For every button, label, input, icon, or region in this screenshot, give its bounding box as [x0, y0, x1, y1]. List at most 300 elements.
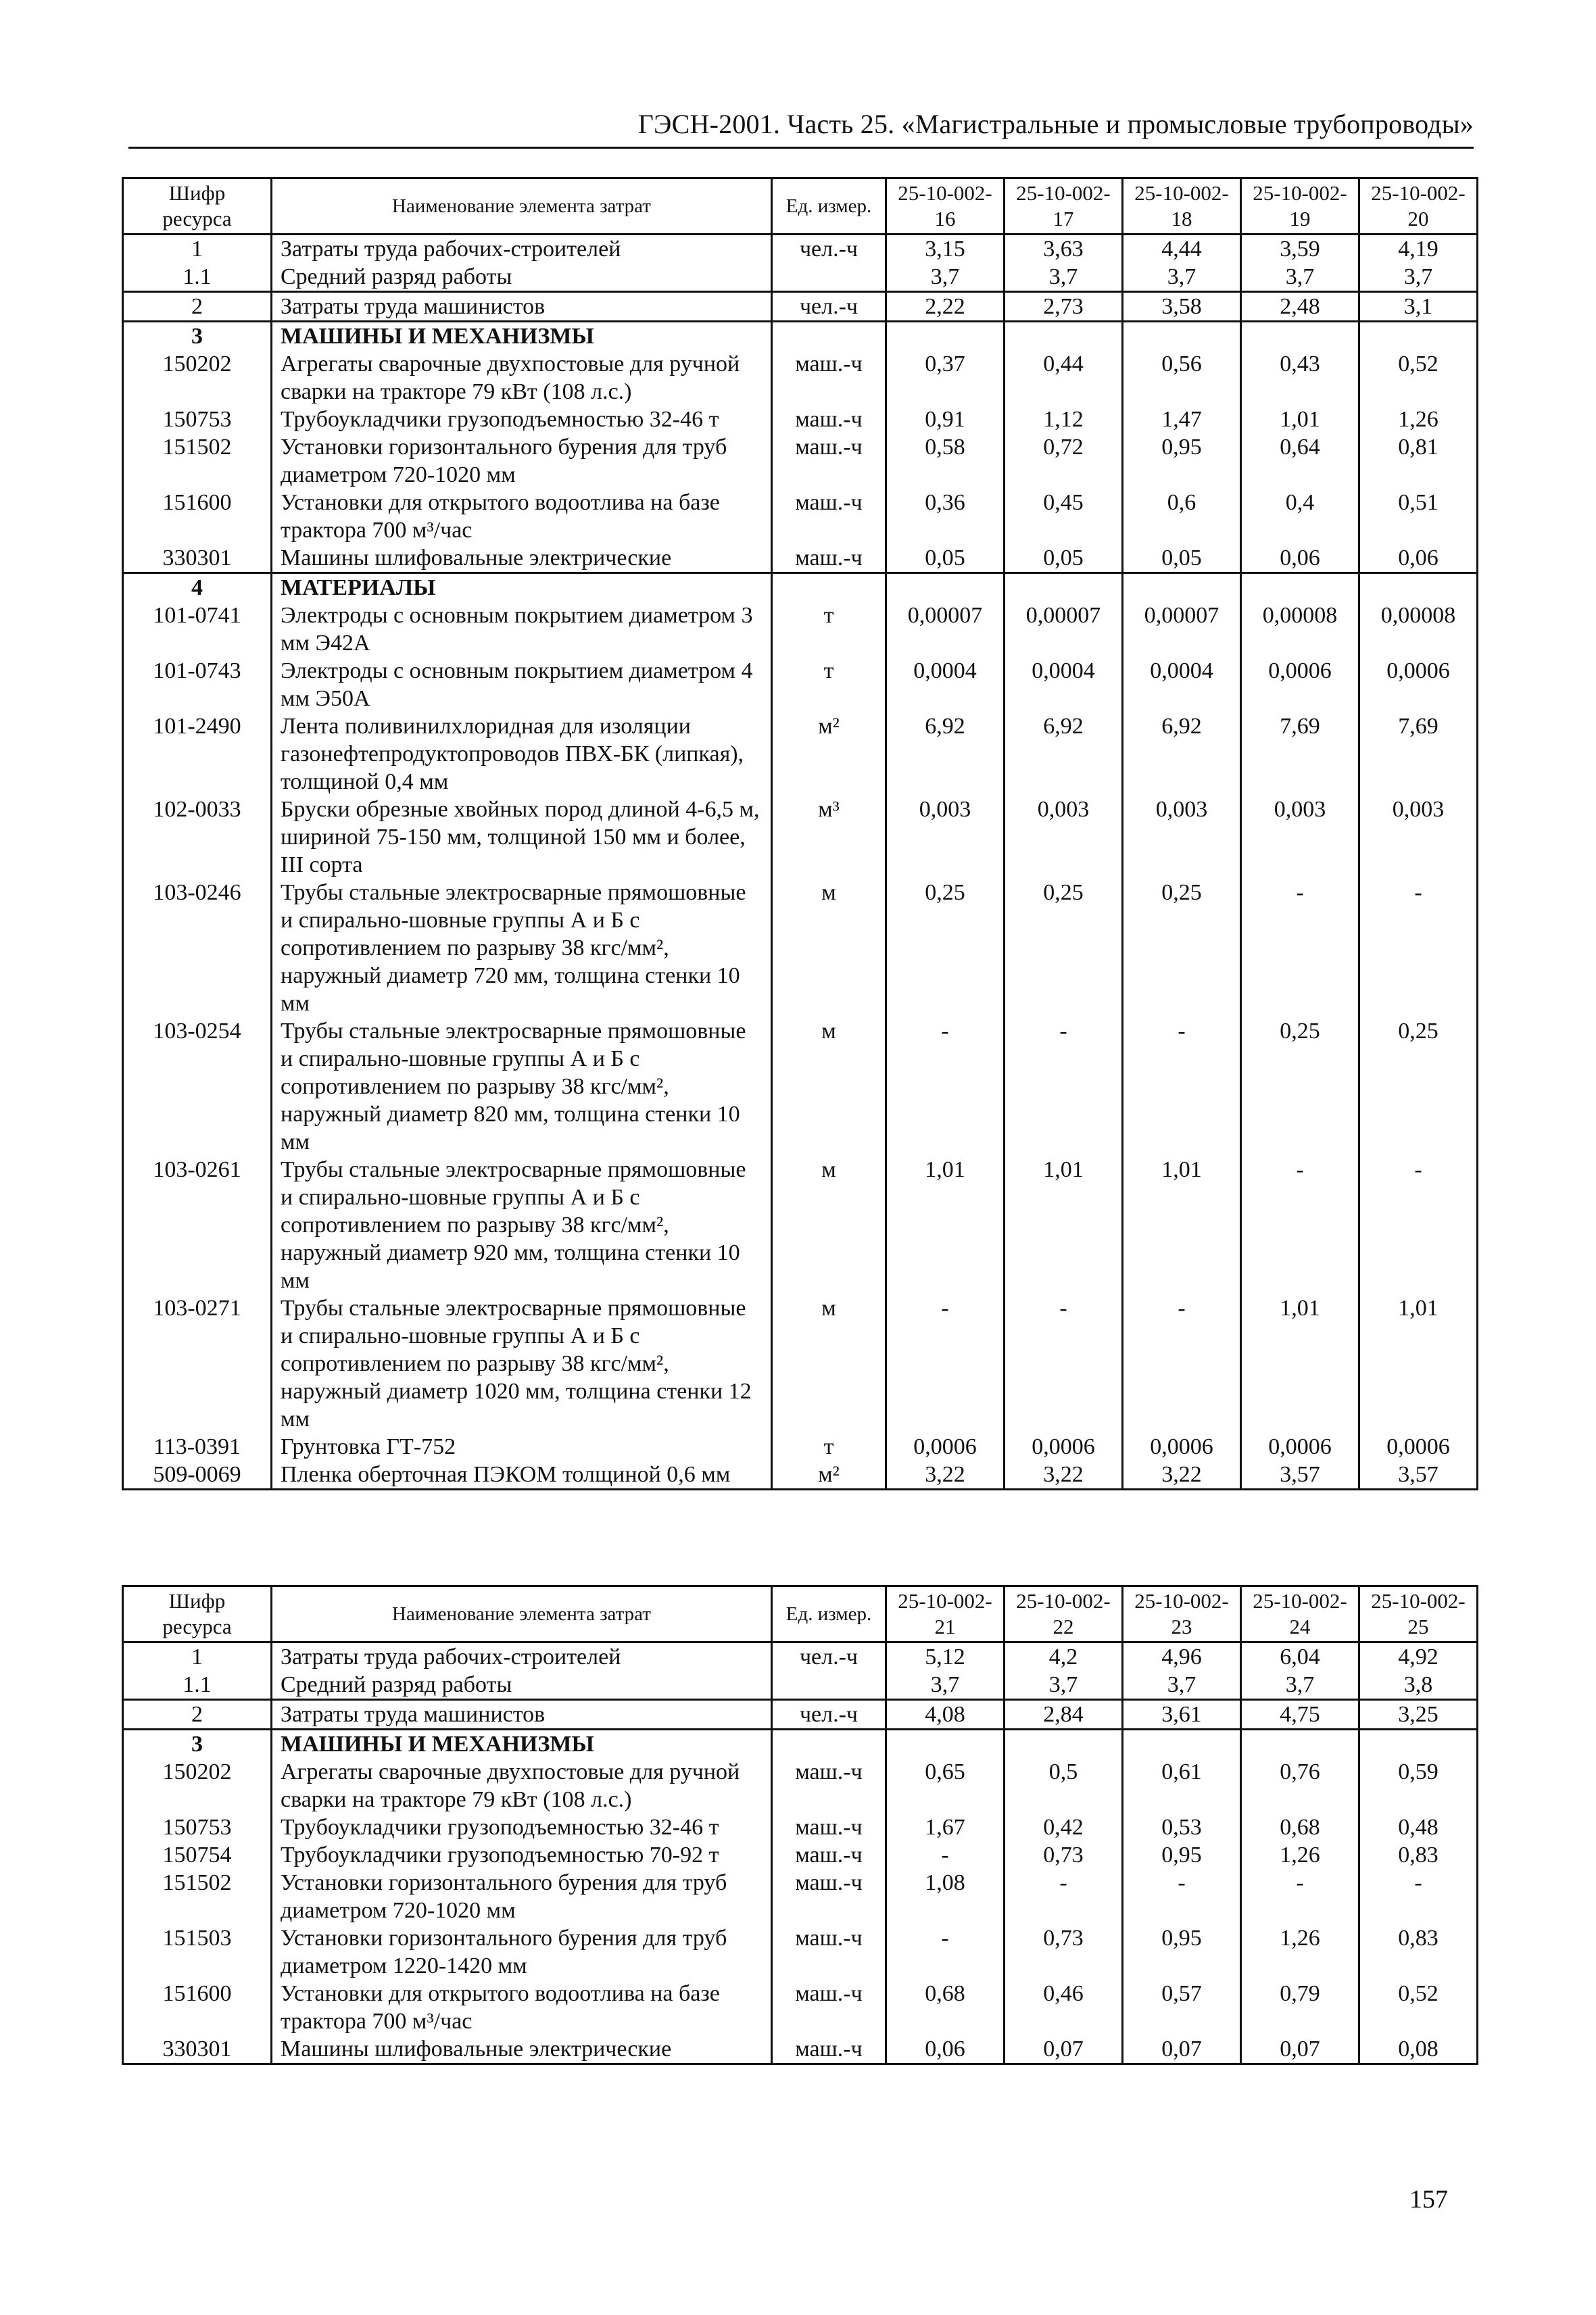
resource-code-cell: 113-0391 — [123, 1433, 272, 1461]
value-cell: 3,57 — [1241, 1461, 1359, 1490]
table-row — [123, 1869, 1478, 1924]
unit-cell: маш.-ч — [772, 489, 886, 544]
table-row — [123, 292, 1478, 322]
table-row — [123, 1156, 1478, 1294]
table-row — [123, 712, 1478, 796]
table-row — [123, 235, 1478, 264]
value-cell: 4,2 — [1005, 1642, 1123, 1672]
value-cell: 1,01 — [886, 1156, 1005, 1294]
value-cell: 7,69 — [1359, 712, 1478, 796]
resource-name-cell: Электроды с основным покрытием диаметром 3 мм Э42А — [272, 602, 772, 657]
table-row — [123, 1924, 1478, 1980]
value-cell: 0,95 — [1123, 433, 1241, 489]
value-cell: 0,95 — [1123, 1924, 1241, 1980]
resource-code-cell: 1.1 — [123, 1671, 272, 1700]
value-cell: 0,68 — [886, 1980, 1005, 2035]
unit-cell: т — [772, 657, 886, 712]
table-row — [123, 796, 1478, 879]
resource-name-cell: Установки горизонтального бурения для труб диаметром 720-1020 мм — [272, 433, 772, 489]
resource-code-cell: 2 — [123, 292, 272, 322]
resource-code-cell: 151600 — [123, 489, 272, 544]
value-cell — [1005, 322, 1123, 351]
unit-cell: маш.-ч — [772, 1924, 886, 1980]
value-cell: 0,61 — [1123, 1758, 1241, 1813]
value-cell: 1,01 — [1005, 1156, 1123, 1294]
value-cell: - — [1005, 1017, 1123, 1156]
resource-name-cell: Машины шлифовальные электрические — [272, 2035, 772, 2064]
value-cell: 3,7 — [1005, 1671, 1123, 1700]
value-cell: 3,7 — [1123, 1671, 1241, 1700]
value-cell: 5,12 — [886, 1642, 1005, 1672]
unit-cell: м — [772, 1017, 886, 1156]
value-cell: 4,92 — [1359, 1642, 1478, 1672]
value-cell: 2,84 — [1005, 1700, 1123, 1730]
table-row — [123, 1017, 1478, 1156]
unit-cell: м — [772, 879, 886, 1017]
resource-name-cell: Средний разряд работы — [272, 1671, 772, 1700]
table-row — [123, 657, 1478, 712]
value-cell: 0,0004 — [1005, 657, 1123, 712]
value-cell: 1,01 — [1359, 1294, 1478, 1433]
value-cell: 0,59 — [1359, 1758, 1478, 1813]
value-cell: 1,47 — [1123, 406, 1241, 433]
resource-code-cell: 1 — [123, 1642, 272, 1672]
value-cell: 0,65 — [886, 1758, 1005, 1813]
value-cell: 6,92 — [1005, 712, 1123, 796]
value-cell: 0,05 — [1005, 544, 1123, 573]
value-cell — [1123, 322, 1241, 351]
resource-code-cell: 330301 — [123, 2035, 272, 2064]
resource-name-cell: Установки горизонтального бурения для труб диаметром 720-1020 мм — [272, 1869, 772, 1924]
value-cell: 0,0006 — [1241, 1433, 1359, 1461]
value-cell: 0,36 — [886, 489, 1005, 544]
value-cell: 3,15 — [886, 235, 1005, 264]
resource-name-cell: Средний разряд работы — [272, 263, 772, 292]
column-header-unit: Ед. измер. — [772, 178, 886, 235]
value-cell: 0,0006 — [1359, 1433, 1478, 1461]
value-cell — [1123, 1730, 1241, 1759]
value-cell: 0,05 — [886, 544, 1005, 573]
value-cell: 4,96 — [1123, 1642, 1241, 1672]
value-cell — [1123, 573, 1241, 602]
resource-code-cell: 4 — [123, 573, 272, 602]
value-cell: - — [1123, 1017, 1241, 1156]
resource-name-cell: Трубоукладчики грузоподъемностью 70-92 т — [272, 1841, 772, 1869]
value-cell: 3,7 — [886, 263, 1005, 292]
resource-name-cell: Машины шлифовальные электрические — [272, 544, 772, 573]
value-cell — [886, 573, 1005, 602]
unit-cell: чел.-ч — [772, 1642, 886, 1672]
resource-code-cell: 103-0271 — [123, 1294, 272, 1433]
value-cell — [886, 322, 1005, 351]
value-cell: 0,95 — [1123, 1841, 1241, 1869]
page-header-title: ГЭСН-2001. Часть 25. «Магистральные и промысловые трубопроводы» — [128, 108, 1474, 149]
value-cell: 3,8 — [1359, 1671, 1478, 1700]
norm-code-header: 25-10-002-17 — [1005, 178, 1123, 235]
value-cell: 0,003 — [1359, 796, 1478, 879]
value-cell: 0,45 — [1005, 489, 1123, 544]
resource-name-cell: Трубоукладчики грузоподъемностью 32-46 т — [272, 1813, 772, 1841]
resource-name-cell: Трубы стальные электросварные прямошовные и спирально-шовные группы А и Б с сопротивлением по разрыву 38 кгс/мм², наружный диаметр 720 мм, толщина стенки 10 мм — [272, 879, 772, 1017]
value-cell: 0,0006 — [1359, 657, 1478, 712]
resource-code-cell: 103-0246 — [123, 879, 272, 1017]
value-cell: 0,003 — [886, 796, 1005, 879]
unit-cell: маш.-ч — [772, 1869, 886, 1924]
value-cell: 0,56 — [1123, 350, 1241, 406]
value-cell: 0,79 — [1241, 1980, 1359, 2035]
value-cell: 0,00008 — [1241, 602, 1359, 657]
value-cell: 3,57 — [1359, 1461, 1478, 1490]
value-cell: 4,08 — [886, 1700, 1005, 1730]
value-cell: - — [1241, 1156, 1359, 1294]
resource-name-cell: Затраты труда машинистов — [272, 292, 772, 322]
unit-cell: м³ — [772, 796, 886, 879]
resource-code-cell: 1 — [123, 235, 272, 264]
unit-cell — [772, 322, 886, 351]
unit-cell: м — [772, 1294, 886, 1433]
value-cell: 0,003 — [1241, 796, 1359, 879]
value-cell: 1,26 — [1241, 1924, 1359, 1980]
value-cell: 1,08 — [886, 1869, 1005, 1924]
value-cell: 0,81 — [1359, 433, 1478, 489]
value-cell: 0,08 — [1359, 2035, 1478, 2064]
value-cell: 0,00007 — [886, 602, 1005, 657]
value-cell: 0,003 — [1005, 796, 1123, 879]
value-cell: 0,51 — [1359, 489, 1478, 544]
resource-code-cell: 150202 — [123, 1758, 272, 1813]
value-cell: 0,73 — [1005, 1841, 1123, 1869]
table-row — [123, 1294, 1478, 1433]
value-cell: 0,48 — [1359, 1813, 1478, 1841]
unit-cell: маш.-ч — [772, 406, 886, 433]
resource-code-cell: 150754 — [123, 1841, 272, 1869]
value-cell: 0,43 — [1241, 350, 1359, 406]
value-cell: 0,83 — [1359, 1924, 1478, 1980]
table-row — [123, 573, 1478, 602]
value-cell: 0,52 — [1359, 1980, 1478, 2035]
resource-code-cell: 1.1 — [123, 263, 272, 292]
value-cell: 3,7 — [1123, 263, 1241, 292]
value-cell: 4,75 — [1241, 1700, 1359, 1730]
table-row — [123, 1671, 1478, 1700]
table-row — [123, 1730, 1478, 1759]
column-header-name: Наименование элемента затрат — [272, 178, 772, 235]
unit-cell: т — [772, 602, 886, 657]
value-cell: 1,12 — [1005, 406, 1123, 433]
resource-name-cell: МАТЕРИАЛЫ — [272, 573, 772, 602]
value-cell: 3,58 — [1123, 292, 1241, 322]
value-cell: 1,26 — [1241, 1841, 1359, 1869]
value-cell — [1359, 322, 1478, 351]
value-cell: 0,06 — [886, 2035, 1005, 2064]
column-header-code: Шифр ресурса — [123, 178, 272, 235]
norm-code-header: 25-10-002-21 — [886, 1586, 1005, 1642]
value-cell: 6,92 — [1123, 712, 1241, 796]
value-cell: 0,72 — [1005, 433, 1123, 489]
value-cell: 0,0006 — [1123, 1433, 1241, 1461]
resource-name-cell: Установки для открытого водоотлива на базе трактора 700 м³/час — [272, 1980, 772, 2035]
value-cell: 1,67 — [886, 1813, 1005, 1841]
resource-name-cell: Трубы стальные электросварные прямошовные и спирально-шовные группы А и Б с сопротивлением по разрыву 38 кгс/мм², наружный диаметр 1020 мм, толщина стенки 12 мм — [272, 1294, 772, 1433]
value-cell: 2,48 — [1241, 292, 1359, 322]
column-header-code: Шифр ресурса — [123, 1586, 272, 1642]
unit-cell: т — [772, 1433, 886, 1461]
value-cell: 0,0006 — [1005, 1433, 1123, 1461]
value-cell — [886, 1730, 1005, 1759]
resource-code-cell: 3 — [123, 1730, 272, 1759]
unit-cell — [772, 1730, 886, 1759]
value-cell: 0,0006 — [886, 1433, 1005, 1461]
value-cell — [1359, 1730, 1478, 1759]
resource-name-cell: МАШИНЫ И МЕХАНИЗМЫ — [272, 1730, 772, 1759]
norm-code-header: 25-10-002-25 — [1359, 1586, 1478, 1642]
resource-name-cell: Трубоукладчики грузоподъемностью 32-46 т — [272, 406, 772, 433]
resource-name-cell: Пленка оберточная ПЭКОМ толщиной 0,6 мм — [272, 1461, 772, 1490]
resource-name-cell: Электроды с основным покрытием диаметром 4 мм Э50А — [272, 657, 772, 712]
norm-code-header: 25-10-002-16 — [886, 178, 1005, 235]
value-cell: 3,7 — [1005, 263, 1123, 292]
value-cell: - — [1359, 879, 1478, 1017]
value-cell: 4,19 — [1359, 235, 1478, 264]
value-cell: 0,52 — [1359, 350, 1478, 406]
value-cell: 3,22 — [1005, 1461, 1123, 1490]
value-cell: 0,64 — [1241, 433, 1359, 489]
value-cell: 0,0004 — [1123, 657, 1241, 712]
unit-cell: чел.-ч — [772, 235, 886, 264]
resource-code-cell: 103-0261 — [123, 1156, 272, 1294]
resource-name-cell: Затраты труда рабочих-строителей — [272, 235, 772, 264]
table-row — [123, 322, 1478, 351]
resource-name-cell: Грунтовка ГТ-752 — [272, 1433, 772, 1461]
table-row — [123, 1813, 1478, 1841]
value-cell: 0,003 — [1123, 796, 1241, 879]
resource-code-cell: 3 — [123, 322, 272, 351]
column-header-name: Наименование элемента затрат — [272, 1586, 772, 1642]
resource-name-cell: Агрегаты сварочные двухпостовые для ручной сварки на тракторе 79 кВт (108 л.с.) — [272, 350, 772, 406]
value-cell: - — [1123, 1294, 1241, 1433]
value-cell — [1241, 573, 1359, 602]
value-cell: 0,0004 — [886, 657, 1005, 712]
table-row — [123, 433, 1478, 489]
value-cell: 0,07 — [1005, 2035, 1123, 2064]
resource-code-cell: 101-0741 — [123, 602, 272, 657]
norm-code-header: 25-10-002-22 — [1005, 1586, 1123, 1642]
value-cell: 4,44 — [1123, 235, 1241, 264]
resource-table-2 — [122, 1585, 1478, 2065]
unit-cell — [772, 573, 886, 602]
value-cell: - — [1241, 1869, 1359, 1924]
value-cell: 3,7 — [1359, 263, 1478, 292]
unit-cell — [772, 1671, 886, 1700]
resource-code-cell: 509-0069 — [123, 1461, 272, 1490]
table-row — [123, 263, 1478, 292]
value-cell: 0,5 — [1005, 1758, 1123, 1813]
resource-code-cell: 151502 — [123, 433, 272, 489]
unit-cell: маш.-ч — [772, 544, 886, 573]
table-header-row — [123, 1586, 1478, 1642]
table-row — [123, 489, 1478, 544]
value-cell — [1359, 573, 1478, 602]
resource-table-1 — [122, 177, 1478, 1490]
unit-cell: маш.-ч — [772, 1841, 886, 1869]
value-cell: 0,07 — [1241, 2035, 1359, 2064]
value-cell: 0,25 — [1005, 879, 1123, 1017]
value-cell: - — [1359, 1156, 1478, 1294]
resource-name-cell: Трубы стальные электросварные прямошовные и спирально-шовные группы А и Б с сопротивлением по разрыву 38 кгс/мм², наружный диаметр 820 мм, толщина стенки 10 мм — [272, 1017, 772, 1156]
value-cell: 3,7 — [886, 1671, 1005, 1700]
value-cell: 7,69 — [1241, 712, 1359, 796]
value-cell: 0,44 — [1005, 350, 1123, 406]
value-cell: - — [1005, 1294, 1123, 1433]
value-cell: 0,6 — [1123, 489, 1241, 544]
unit-cell: маш.-ч — [772, 350, 886, 406]
resource-code-cell: 150753 — [123, 1813, 272, 1841]
value-cell: - — [886, 1017, 1005, 1156]
value-cell: 0,25 — [1241, 1017, 1359, 1156]
unit-cell: м² — [772, 1461, 886, 1490]
resource-code-cell: 150753 — [123, 406, 272, 433]
column-header-unit: Ед. измер. — [772, 1586, 886, 1642]
norm-code-header: 25-10-002-24 — [1241, 1586, 1359, 1642]
value-cell: 0,25 — [1123, 879, 1241, 1017]
table-row — [123, 879, 1478, 1017]
value-cell: 0,73 — [1005, 1924, 1123, 1980]
value-cell: 3,25 — [1359, 1700, 1478, 1730]
table-row — [123, 1841, 1478, 1869]
resource-code-cell: 330301 — [123, 544, 272, 573]
unit-cell: маш.-ч — [772, 2035, 886, 2064]
value-cell: - — [1241, 879, 1359, 1017]
value-cell: - — [886, 1924, 1005, 1980]
norm-code-header: 25-10-002-19 — [1241, 178, 1359, 235]
resource-code-cell: 151600 — [123, 1980, 272, 2035]
unit-cell: маш.-ч — [772, 433, 886, 489]
resource-code-cell: 103-0254 — [123, 1017, 272, 1156]
unit-cell: м — [772, 1156, 886, 1294]
value-cell: 0,05 — [1123, 544, 1241, 573]
unit-cell: чел.-ч — [772, 292, 886, 322]
value-cell — [1005, 573, 1123, 602]
unit-cell: маш.-ч — [772, 1813, 886, 1841]
value-cell: 0,68 — [1241, 1813, 1359, 1841]
resource-code-cell: 101-2490 — [123, 712, 272, 796]
value-cell: 0,42 — [1005, 1813, 1123, 1841]
value-cell: 6,04 — [1241, 1642, 1359, 1672]
resource-name-cell: Затраты труда рабочих-строителей — [272, 1642, 772, 1672]
value-cell: 1,26 — [1359, 406, 1478, 433]
page-number: 157 — [1409, 2185, 1448, 2214]
value-cell: 3,7 — [1241, 1671, 1359, 1700]
table-row — [123, 1980, 1478, 2035]
resource-name-cell: МАШИНЫ И МЕХАНИЗМЫ — [272, 322, 772, 351]
value-cell — [1241, 322, 1359, 351]
value-cell: 6,92 — [886, 712, 1005, 796]
value-cell: 0,4 — [1241, 489, 1359, 544]
unit-cell: маш.-ч — [772, 1980, 886, 2035]
value-cell: 0,06 — [1359, 544, 1478, 573]
value-cell: 0,06 — [1241, 544, 1359, 573]
value-cell: - — [1123, 1869, 1241, 1924]
value-cell: 0,76 — [1241, 1758, 1359, 1813]
value-cell: 0,25 — [1359, 1017, 1478, 1156]
table-header-row — [123, 178, 1478, 235]
value-cell: 3,59 — [1241, 235, 1359, 264]
value-cell: 0,07 — [1123, 2035, 1241, 2064]
value-cell: - — [1005, 1869, 1123, 1924]
resource-name-cell: Трубы стальные электросварные прямошовные и спирально-шовные группы А и Б с сопротивлением по разрыву 38 кгс/мм², наружный диаметр 920 мм, толщина стенки 10 мм — [272, 1156, 772, 1294]
table-row — [123, 2035, 1478, 2064]
value-cell: 0,37 — [886, 350, 1005, 406]
value-cell: 3,7 — [1241, 263, 1359, 292]
resource-name-cell: Установки горизонтального бурения для труб диаметром 1220-1420 мм — [272, 1924, 772, 1980]
resource-name-cell: Агрегаты сварочные двухпостовые для ручной сварки на тракторе 79 кВт (108 л.с.) — [272, 1758, 772, 1813]
value-cell: 0,00008 — [1359, 602, 1478, 657]
value-cell: 0,00007 — [1123, 602, 1241, 657]
value-cell: 1,01 — [1241, 1294, 1359, 1433]
table-row — [123, 1758, 1478, 1813]
value-cell: 2,73 — [1005, 292, 1123, 322]
value-cell: - — [886, 1841, 1005, 1869]
value-cell: 0,58 — [886, 433, 1005, 489]
table-row — [123, 544, 1478, 573]
resource-code-cell: 102-0033 — [123, 796, 272, 879]
value-cell: 0,0006 — [1241, 657, 1359, 712]
value-cell: 0,53 — [1123, 1813, 1241, 1841]
value-cell: 1,01 — [1123, 1156, 1241, 1294]
value-cell: 2,22 — [886, 292, 1005, 322]
unit-cell: чел.-ч — [772, 1700, 886, 1730]
table-row — [123, 1642, 1478, 1672]
value-cell — [1005, 1730, 1123, 1759]
table-row — [123, 602, 1478, 657]
unit-cell: маш.-ч — [772, 1758, 886, 1813]
table-row — [123, 1433, 1478, 1461]
value-cell: 3,22 — [886, 1461, 1005, 1490]
norm-code-header: 25-10-002-18 — [1123, 178, 1241, 235]
table-row — [123, 350, 1478, 406]
value-cell: 0,57 — [1123, 1980, 1241, 2035]
resource-code-cell: 151503 — [123, 1924, 272, 1980]
resource-name-cell: Установки для открытого водоотлива на базе трактора 700 м³/час — [272, 489, 772, 544]
value-cell: 0,83 — [1359, 1841, 1478, 1869]
value-cell: 3,1 — [1359, 292, 1478, 322]
unit-cell: м² — [772, 712, 886, 796]
table-row — [123, 1461, 1478, 1490]
value-cell: 0,46 — [1005, 1980, 1123, 2035]
value-cell: 3,22 — [1123, 1461, 1241, 1490]
unit-cell — [772, 263, 886, 292]
value-cell: - — [886, 1294, 1005, 1433]
table-row — [123, 406, 1478, 433]
norm-code-header: 25-10-002-23 — [1123, 1586, 1241, 1642]
value-cell: 1,01 — [1241, 406, 1359, 433]
table-row — [123, 1700, 1478, 1730]
value-cell: 0,25 — [886, 879, 1005, 1017]
value-cell: 3,63 — [1005, 235, 1123, 264]
value-cell — [1241, 1730, 1359, 1759]
value-cell: 3,61 — [1123, 1700, 1241, 1730]
norm-code-header: 25-10-002-20 — [1359, 178, 1478, 235]
resource-code-cell: 2 — [123, 1700, 272, 1730]
resource-name-cell: Затраты труда машинистов — [272, 1700, 772, 1730]
value-cell: 0,00007 — [1005, 602, 1123, 657]
resource-code-cell: 150202 — [123, 350, 272, 406]
value-cell: - — [1359, 1869, 1478, 1924]
resource-code-cell: 101-0743 — [123, 657, 272, 712]
value-cell: 0,91 — [886, 406, 1005, 433]
resource-code-cell: 151502 — [123, 1869, 272, 1924]
resource-name-cell: Бруски обрезные хвойных пород длиной 4-6,5 м, шириной 75-150 мм, толщиной 150 мм и более, III сорта — [272, 796, 772, 879]
